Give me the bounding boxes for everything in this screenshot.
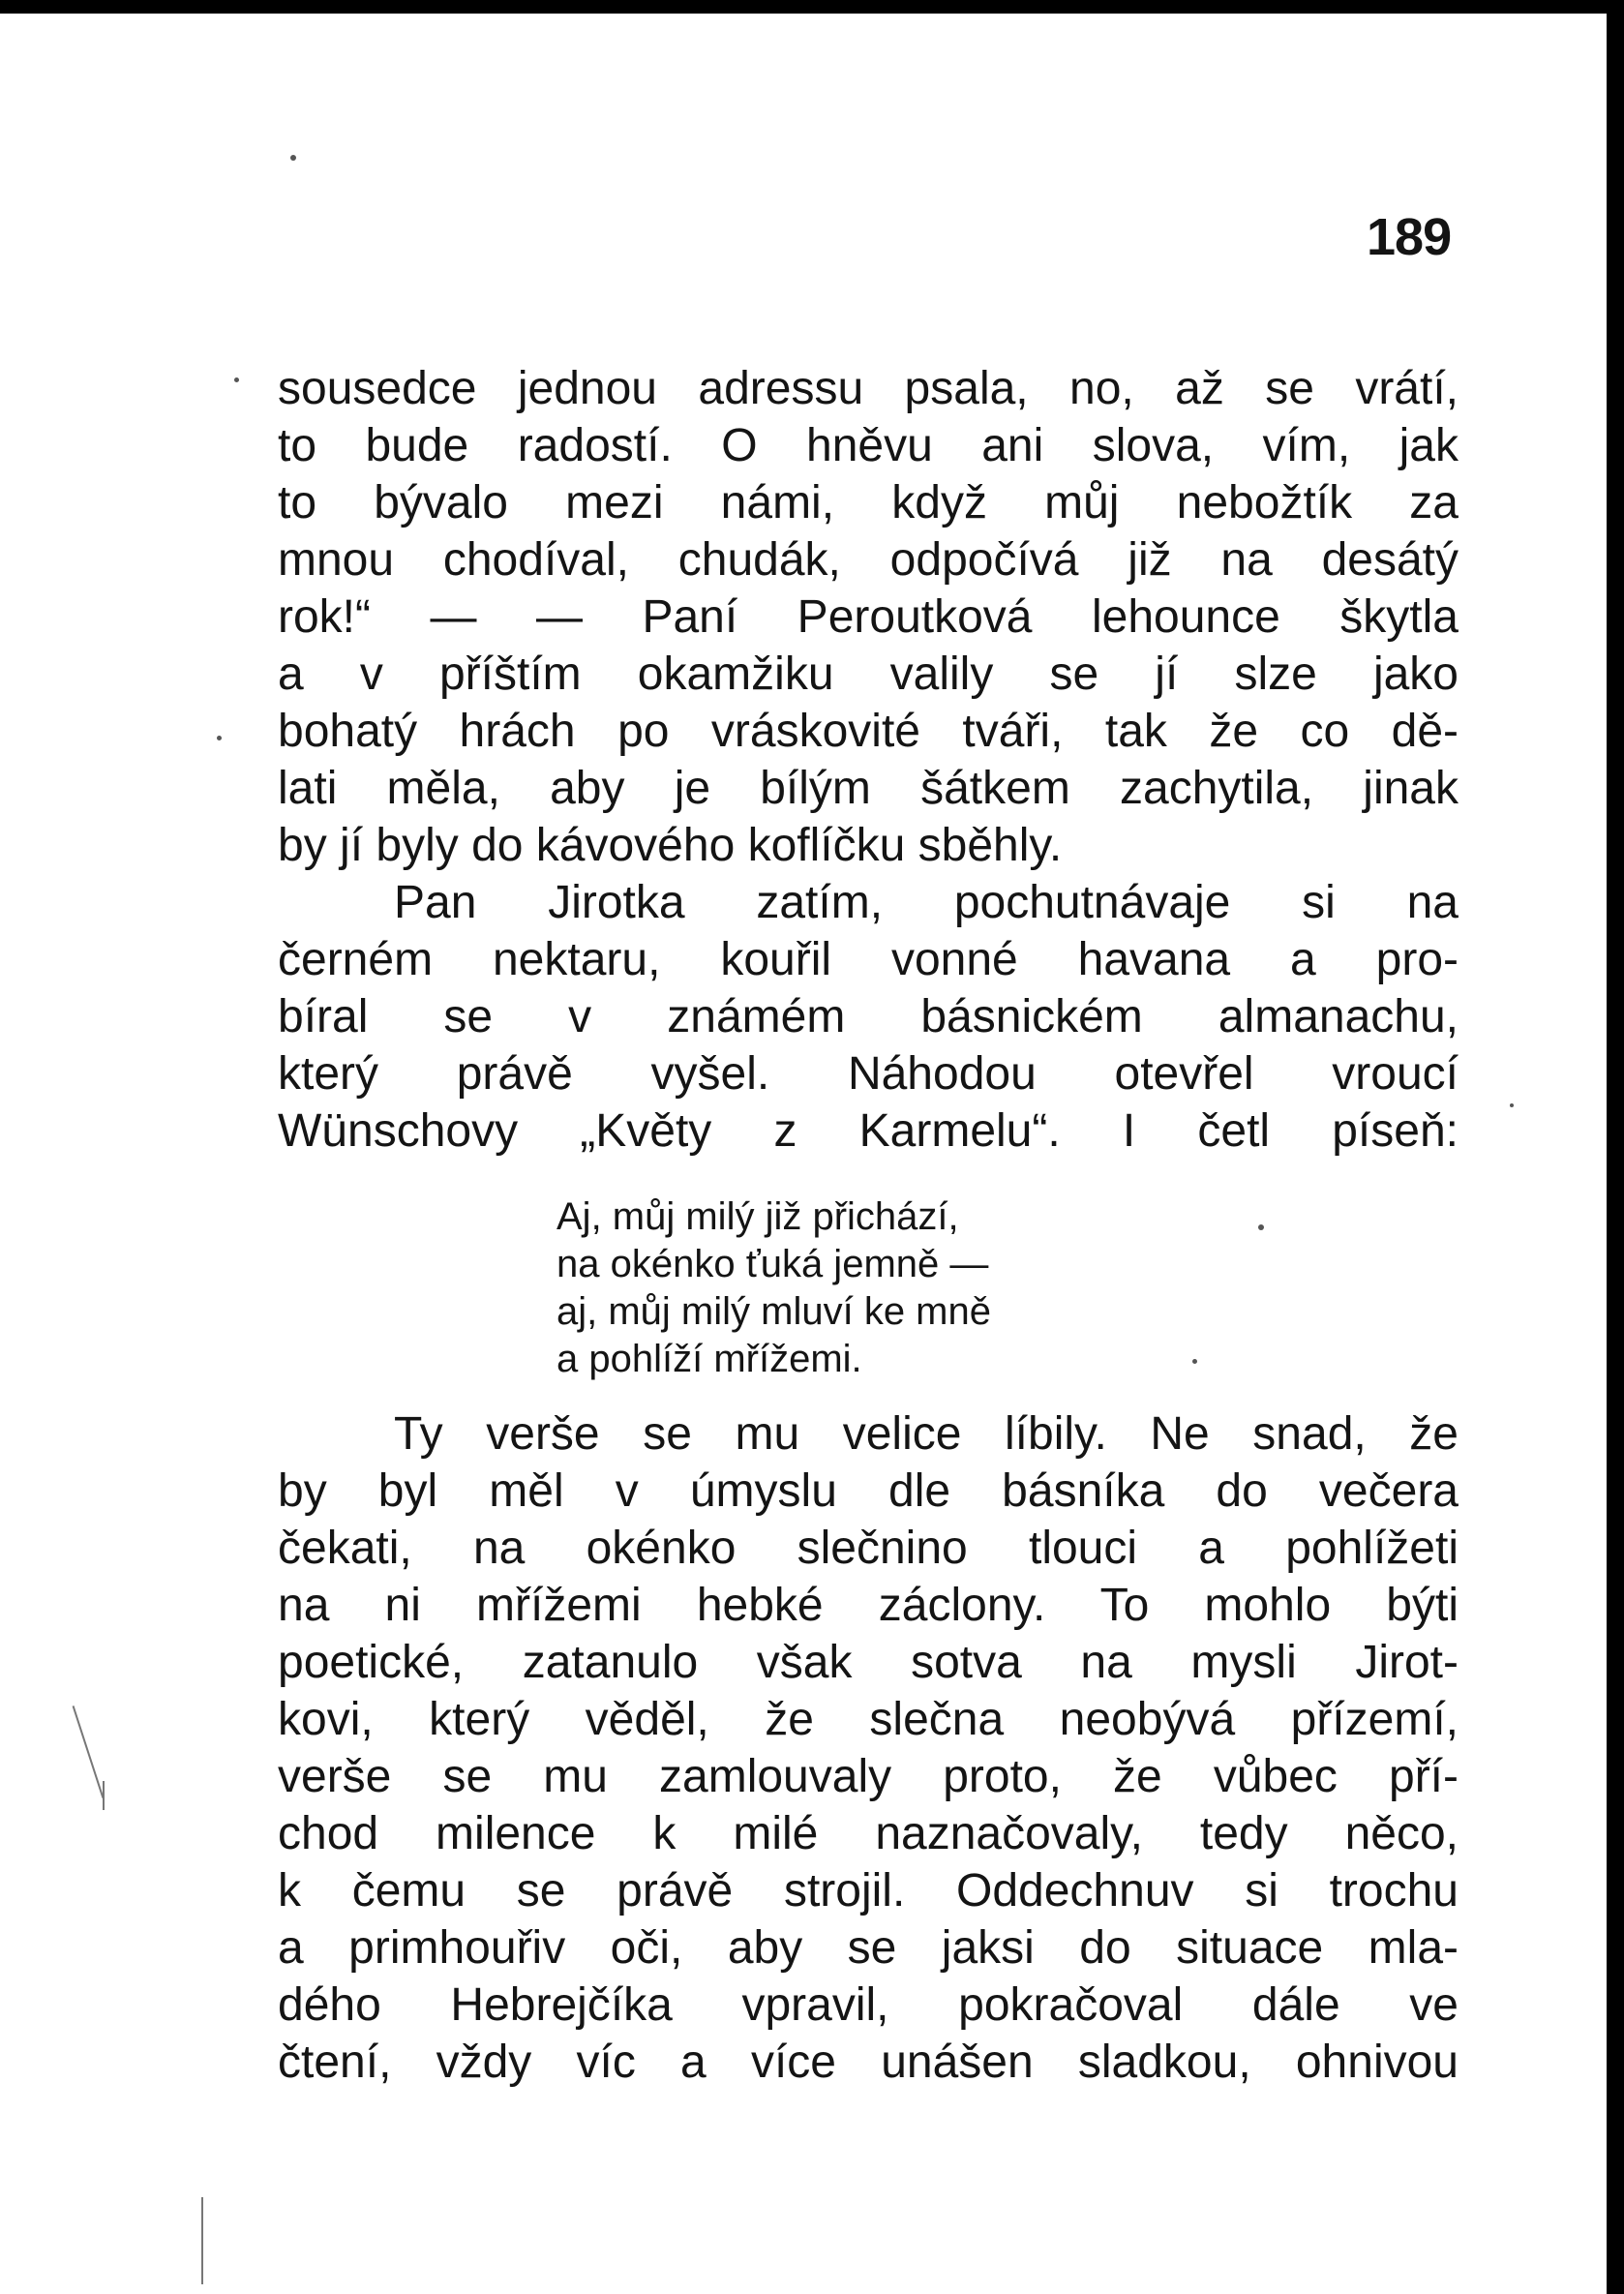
verse-line: a pohlíží mřížemi.: [556, 1338, 862, 1380]
verse-line: na okénko ťuká jemně —: [556, 1243, 989, 1285]
text-line: dého Hebrejčíka vpravil, pokračoval dále ve: [278, 1979, 1459, 2031]
paragraph-block-1: [278, 360, 1459, 1160]
scan-border-right: [1607, 0, 1624, 2294]
scan-scratch: [103, 1781, 105, 1810]
text-line: čekati, na okénko slečnino tlouci a pohlížeti: [278, 1523, 1459, 1574]
page-number: 189: [1367, 208, 1452, 266]
text-line: poetické, zatanulo však sotva na mysli Jirot-: [278, 1637, 1459, 1688]
scan-speck: [1258, 1224, 1264, 1230]
text-line: lati měla, aby je bílým šátkem zachytila, jinak: [278, 763, 1459, 814]
text-line: rok!“ — — Paní Peroutková lehounce škytla: [278, 591, 1459, 643]
text-line: kovi, který věděl, že slečna neobývá přízemí,: [278, 1694, 1459, 1745]
text-line: a v příštím okamžiku valily se jí slze jako: [278, 649, 1459, 700]
text-line: verše se mu zamlouvaly proto, že vůbec pří-: [278, 1751, 1459, 1802]
scan-scratch: [73, 1705, 105, 1798]
text-line: to bývalo mezi námi, když můj nebožtík za: [278, 477, 1459, 528]
scan-speck: [1510, 1103, 1514, 1107]
text-line: čtení, vždy víc a více unášen sladkou, ohnivou: [278, 2037, 1459, 2088]
text-line: Wünschovy „Květy z Karmelu“. I četl píseň:: [278, 1105, 1459, 1157]
scan-border-top: [0, 0, 1607, 14]
text-line: sousedce jednou adressu psala, no, až se vrátí,: [278, 363, 1459, 414]
text-line: Pan Jirotka zatím, pochutnávaje si na: [394, 877, 1459, 928]
text-line: by byl měl v úmyslu dle básníka do večera: [278, 1465, 1459, 1517]
text-line: a primhouřiv oči, aby se jaksi do situace mla-: [278, 1922, 1459, 1974]
verse-line: aj, můj milý mluví ke mně: [556, 1290, 991, 1333]
text-line: by jí byly do kávového koflíčku sběhly.: [278, 820, 1063, 871]
text-line: bohatý hrách po vráskovité tváři, tak že co dě-: [278, 706, 1459, 757]
text-line: mnou chodíval, chudák, odpočívá již na desátý: [278, 534, 1459, 586]
scan-speck: [1192, 1359, 1197, 1364]
text-line: chod milence k milé naznačovaly, tedy něco,: [278, 1808, 1459, 1859]
scan-scratch: [201, 2197, 203, 2284]
text-line: bíral se v známém básnickém almanachu,: [278, 991, 1459, 1042]
scan-speck: [290, 155, 296, 161]
text-line: který právě vyšel. Náhodou otevřel vroucí: [278, 1048, 1459, 1100]
paragraph-block-3: [278, 1405, 1459, 2091]
text-line: Ty verše se mu velice líbily. Ne snad, že: [394, 1408, 1459, 1460]
text-line: to bude radostí. O hněvu ani slova, vím, jak: [278, 420, 1459, 471]
text-line: černém nektaru, kouřil vonné havana a pro-: [278, 934, 1459, 985]
verse-block: [556, 1193, 1215, 1383]
text-line: k čemu se právě strojil. Oddechnuv si trochu: [278, 1865, 1459, 1917]
text-line: na ni mřížemi hebké záclony. To mohlo býti: [278, 1580, 1459, 1631]
verse-line: Aj, můj milý již přichází,: [556, 1195, 959, 1238]
scan-speck: [234, 377, 239, 382]
scan-speck: [217, 736, 222, 740]
